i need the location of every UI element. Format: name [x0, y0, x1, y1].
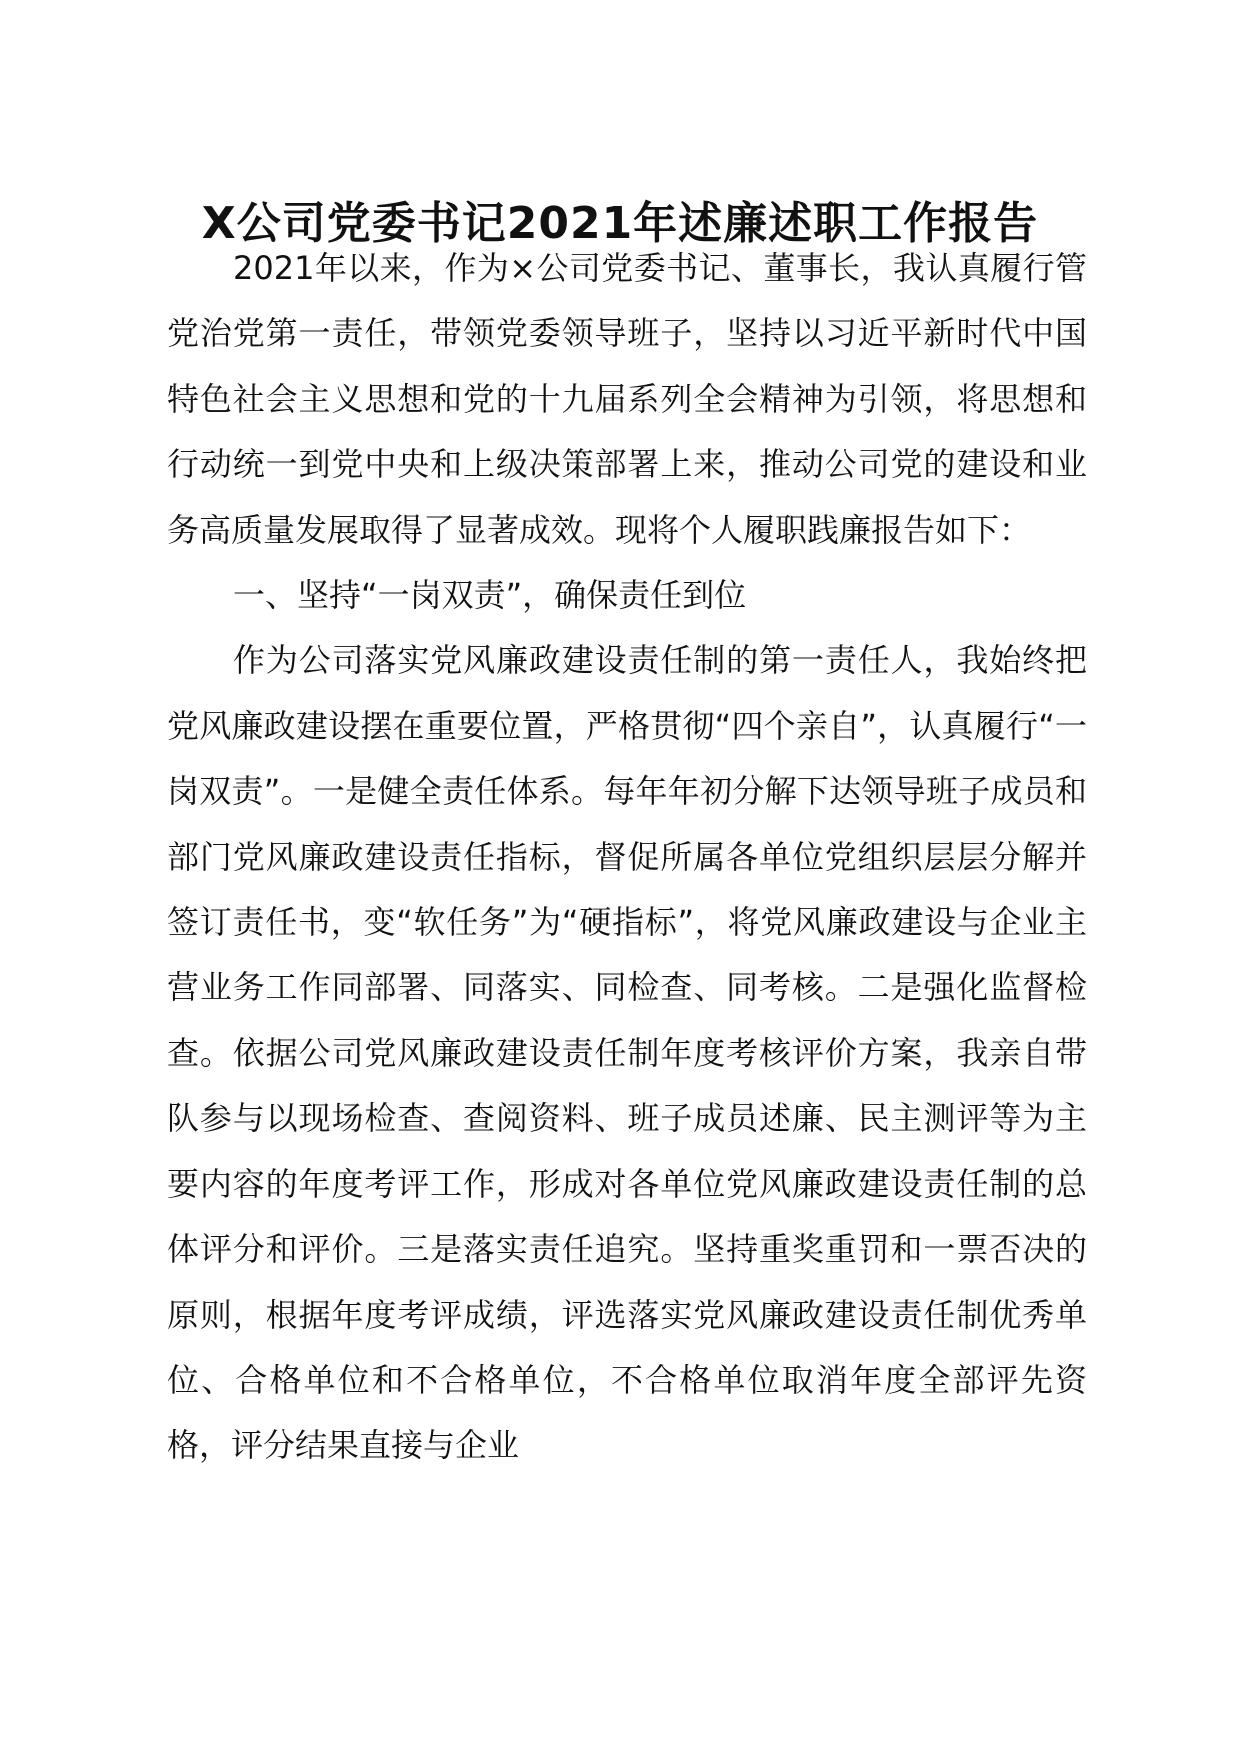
intro-paragraph: 2021年以来，作为×公司党委书记、董事长，我认真履行管党治党第一责任，带领党委领导班子，坚持以习近平新时代中国特色社会主义思想和党的十九届系列全会精神为引领，将思想和行动统一到党中央和上级决策部署上来，推动公司党的建设和业务高质量发展取得了显著成效。现将个人履职践廉报告如下：	[167, 249, 1087, 549]
document-title: X公司党委书记2021年述廉述职工作报告	[201, 198, 1039, 249]
body-paragraph: 作为公司落实党风廉政建设责任制的第一责任人，我始终把党风廉政建设摆在重要位置，严格贯彻“四个亲自”，认真履行“一岗双责”。一是健全责任体系。每年年初分解下达领导班子成员和部门党风廉政建设责任指标，督促所属各单位党组织层层分解并签订责任书，变“软任务”为“硬指标”，将党风廉政建设与企业主营业务工作同部署、同落实、同检查、同考核。二是强化监督检查。依据公司党风廉政建设责任制年度考核评价方案，我亲自带队参与以现场检查、查阅资料、班子成员述廉、民主测评等为主要内容的年度考评工作，形成对各单位党风廉政建设责任制的总体评分和评价。三是落实责任追究。坚持重奖重罚和一票否决的原则，根据年度考评成绩，评选落实党风廉政建设责任制优秀单位、合格单位和不合格单位，不合格单位取消年度全部评先资格，评分结果直接与企业	[167, 641, 1087, 1465]
section-heading: 一、坚持“一岗双责”，确保责任到位	[233, 576, 747, 615]
document-body	[167, 236, 1087, 1479]
